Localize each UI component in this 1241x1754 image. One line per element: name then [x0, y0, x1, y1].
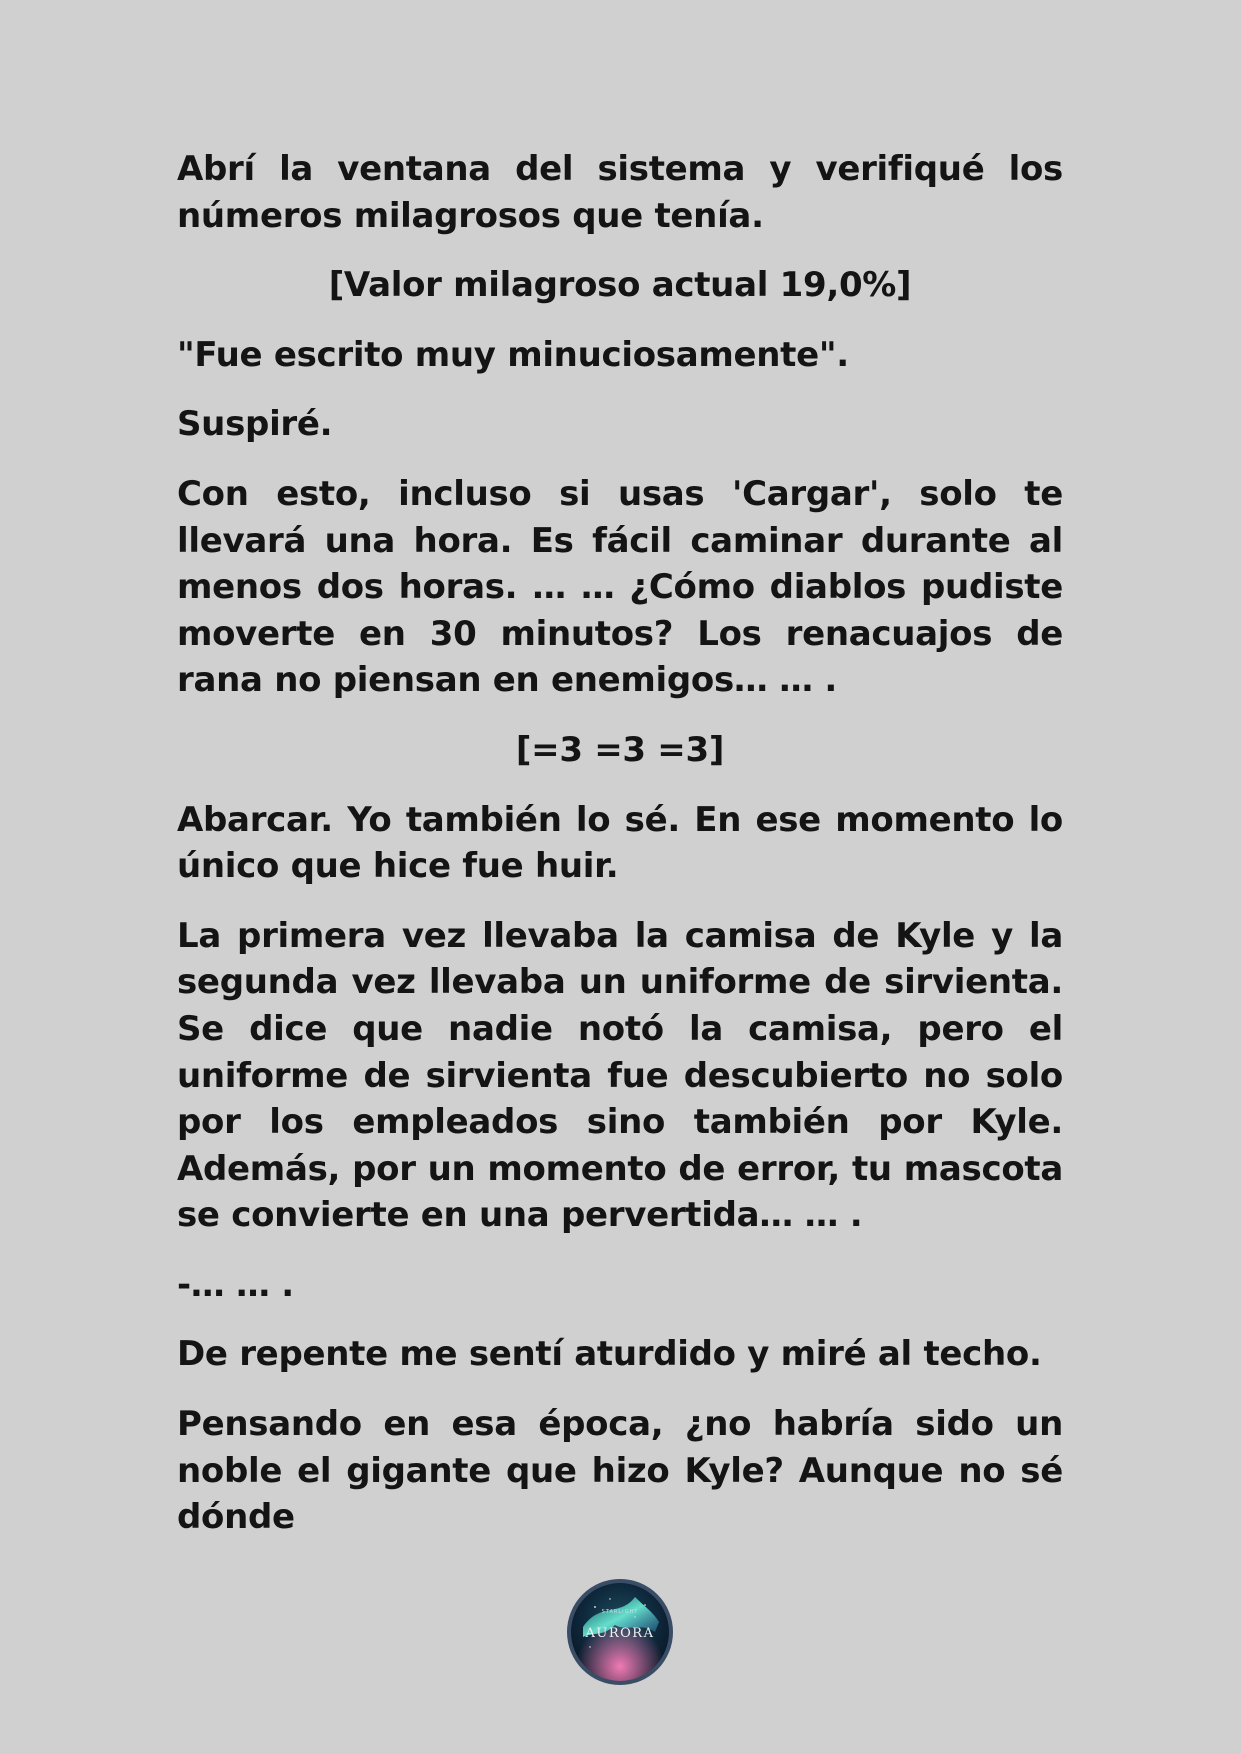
paragraph-8: La primera vez llevaba la camisa de Kyle y la segunda vez llevaba un uniforme de sirvienta. Se dice que nadie notó la camisa, pero el uniforme de sirvienta fue descubierto no solo por los empleados sino también por Kyle. Además, por un momento de error, tu mascota se convierte en una pervertida… … . [177, 915, 1063, 1236]
paragraph-7: Abarcar. Yo también lo sé. En ese momento lo único que hice fue huir. [177, 799, 1063, 887]
starlight-aurora-logo [565, 1577, 675, 1687]
system-message-miracle-value: [Valor milagroso actual 19,0%] [328, 265, 912, 306]
document-body [177, 146, 1063, 1564]
paragraph-3: "Fue escrito muy minuciosamente". [177, 334, 849, 375]
system-message-emote: [=3 =3 =3] [515, 729, 725, 770]
paragraph-9: -… … . [177, 1264, 294, 1305]
logo-top-text: STARLIGHT [601, 1609, 639, 1615]
paragraph-4: Suspiré. [177, 404, 333, 445]
paragraph-10: De repente me sentí aturdido y miré al techo. [177, 1334, 1042, 1375]
logo-main-text: AURORA [585, 1626, 655, 1641]
paragraph-11: Pensando en esa época, ¿no habría sido un noble el gigante que hizo Kyle? Aunque no sé dónde [177, 1404, 1063, 1538]
paragraph-5: Con esto, incluso si usas 'Cargar', solo te llevará una hora. Es fácil caminar durante al menos dos horas. … … ¿Cómo diablos pudiste moverte en 30 minutos? Los renacuajos de rana no piensan en enemigos… … . [177, 473, 1063, 701]
paragraph-1: Abrí la ventana del sistema y verifiqué los números milagrosos que tenía. [177, 149, 1063, 236]
